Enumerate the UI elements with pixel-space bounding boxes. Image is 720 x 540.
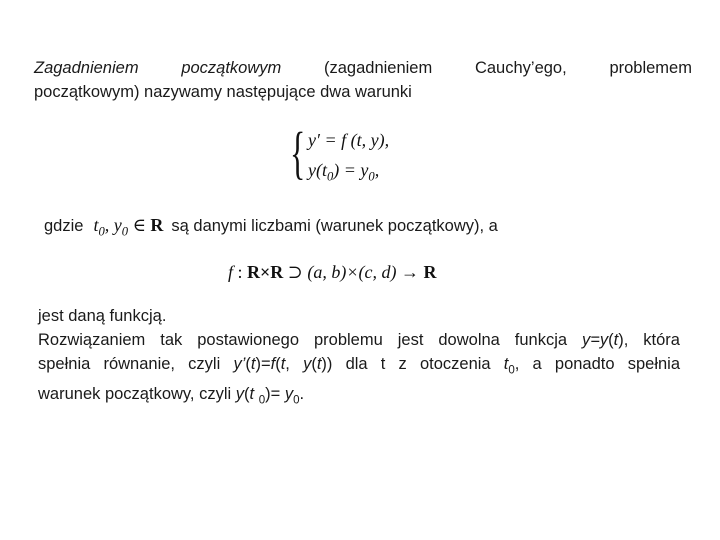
word-gdzie: gdzie	[44, 217, 84, 235]
solution-line-1: jest daną funkcją.	[38, 307, 167, 325]
gdzie-description: są danymi liczbami (warunek początkowy), a	[171, 217, 498, 235]
solution-line-4: warunek początkowy, czyli y(t $_0)= y_0$.	[38, 385, 305, 407]
word-zagadnieniem: (zagadnieniem	[324, 59, 433, 77]
definition-line-1	[34, 56, 692, 80]
term-zagadnieniem: Zagadnieniem	[34, 59, 139, 77]
definition-paragraph	[34, 56, 692, 104]
initial-condition-equation: $y(t_0) = y_0$,	[308, 160, 380, 184]
term-poczatkowym: początkowym	[181, 59, 282, 77]
differential-equation: y′ = f (t, y),	[308, 130, 390, 150]
gdzie-line	[44, 215, 498, 240]
word-cauchy: Cauchy’ego,	[474, 59, 567, 77]
solution-line-3: spełnia równanie, czyli y’(t)=f(t, y(t)) dla t z otoczenia $t_0$, a ponadto spełnia	[38, 355, 680, 377]
initial-values-math: $t_0$, $y_0$ ∈ R	[93, 215, 164, 239]
function-mapping: f : R×R ⊃ (a, b)×(c, d) → R	[228, 262, 437, 282]
solution-line-2: Rozwiązaniem tak postawionego problemu jest dowolna funkcja y=y(t), która	[38, 331, 680, 349]
left-brace: {	[290, 120, 306, 185]
word-problemem: problemem	[609, 59, 692, 77]
solution-paragraph	[38, 304, 680, 413]
definition-line-2: początkowym) nazywamy następujące dwa warunki	[34, 83, 412, 101]
